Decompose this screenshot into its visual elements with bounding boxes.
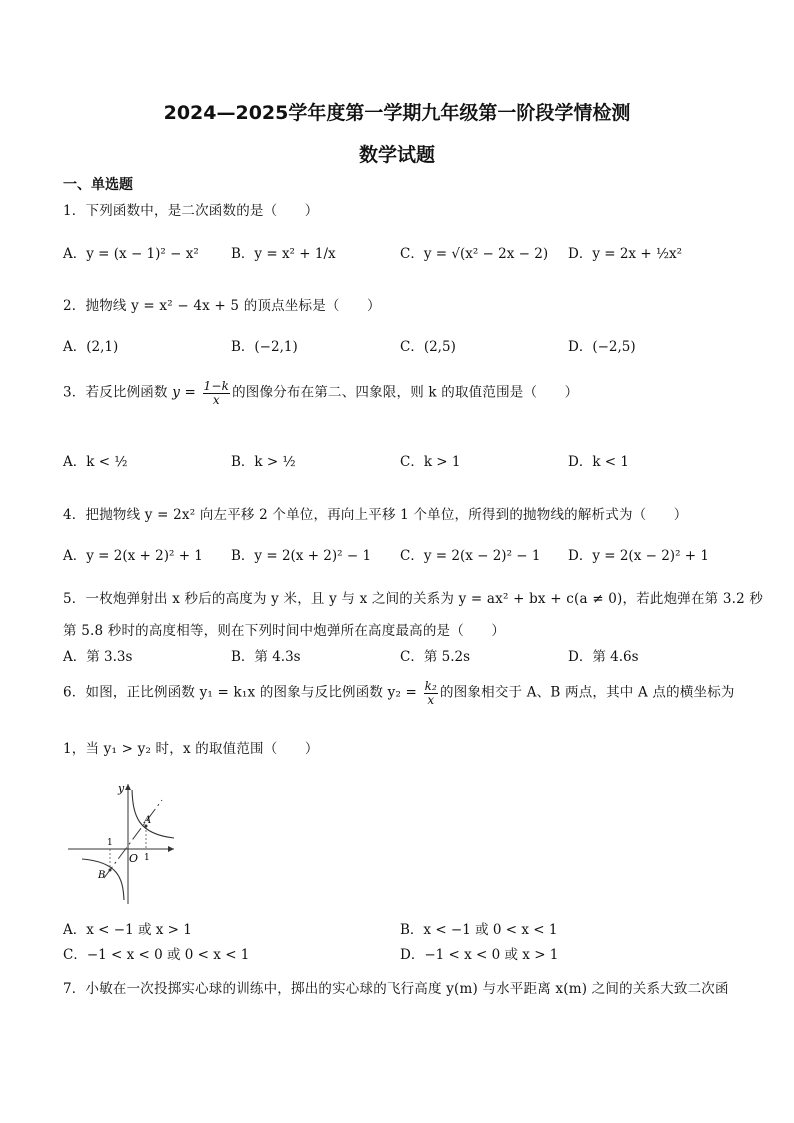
q6-fraction: $\frac{\text{k₂}}{x}$ xyxy=(424,679,438,707)
q2-option-b: B．(−2,1) xyxy=(231,339,298,355)
q3-option-d: D．k < 1 xyxy=(568,454,629,470)
point-b xyxy=(109,869,112,872)
page-subtitle: 数学试题 xyxy=(358,144,435,166)
q6-graph-figure xyxy=(66,778,178,906)
q1-option-a: A．y = (x − 1)² − x² xyxy=(63,246,199,262)
q5-option-b: B．第 4.3s xyxy=(231,649,301,665)
question-5-line-2: 第 5.8 秒时的高度相等，则在下列时间中炮弹所在高度最高的是（ ） xyxy=(63,623,506,639)
q3-fraction: $\frac{1-k}{x}$ xyxy=(203,379,230,407)
q4-option-a: A．y = 2(x + 2)² + 1 xyxy=(63,548,203,564)
q4-option-c: C．y = 2(x − 2)² − 1 xyxy=(400,548,541,564)
y-axis-arrow xyxy=(125,784,131,790)
origin-label: O xyxy=(129,852,139,865)
y-label: y xyxy=(118,782,125,795)
q5-option-d: D．第 4.6s xyxy=(568,649,639,665)
question-6-line-2: 1，当 y₁ > y₂ 时，x 的取值范围（ ） xyxy=(63,741,319,757)
q3-option-a: A．k < ½ xyxy=(63,454,128,470)
question-7: 7．小敏在一次投掷实心球的训练中，掷出的实心球的飞行高度 y(m) 与水平距离 x(m) 之间的关系大致二次函 xyxy=(63,981,729,997)
question-5-line-1: 5．一枚炮弹射出 x 秒后的高度为 y 米，且 y 与 x 之间的关系为 y = ax² + bx + c(a ≠ 0)，若此炮弹在第 3.2 秒 xyxy=(63,591,764,607)
tick-neg1-label: 1 xyxy=(107,838,113,848)
q2-option-a: A．(2,1) xyxy=(63,339,119,355)
question-4: 4．把抛物线 y = 2x² 向左平移 2 个单位，再向上平移 1 个单位，所得到的抛物线的解析式为（ ） xyxy=(63,507,688,523)
q6-option-b: B．x < −1 或 0 < x < 1 xyxy=(400,922,558,938)
question-6-line-1: 6．如图，正比例函数 y₁ = k₁x 的图象与反比例函数 y₂ = $\frac{\text{k₂}}{x}$ 的图象相交于 A、B 两点，其中 A 点的横坐标为 xyxy=(63,679,735,707)
section-heading: 一、单选题 xyxy=(63,177,133,193)
question-2: 2．抛物线 y = x² − 4x + 5 的顶点坐标是（ ） xyxy=(63,298,381,314)
q4-option-b: B．y = 2(x + 2)² − 1 xyxy=(231,548,372,564)
hyperbola-branch-1 xyxy=(132,790,174,838)
q5-option-c: C．第 5.2s xyxy=(400,649,471,665)
question-3: 3．若反比例函数 y = $\frac{1-k}{x}$ 的图像分布在第二、四象限，则 k 的取值范围是（ ） xyxy=(63,379,579,407)
q1-option-d: D．y = 2x + ½x² xyxy=(568,246,683,262)
a-label: A xyxy=(144,815,152,826)
q1-option-b: B．y = x² + 1/x xyxy=(231,246,336,262)
q2-option-d: D．(−2,5) xyxy=(568,339,636,355)
q1-option-c: C．y = √(x² − 2x − 2) xyxy=(400,246,549,262)
q6-option-d: D．−1 < x < 0 或 x > 1 xyxy=(400,947,559,963)
question-1: 1．下列函数中，是二次函数的是（ ） xyxy=(63,203,319,219)
page-title: 2024—2025学年度第一学期九年级第一阶段学情检测 xyxy=(163,102,631,124)
q4-option-d: D．y = 2(x − 2)² + 1 xyxy=(568,548,709,564)
q6-option-a: A．x < −1 或 x > 1 xyxy=(63,922,192,938)
q3-option-c: C．k > 1 xyxy=(400,454,461,470)
q6-option-c: C．−1 < x < 0 或 0 < x < 1 xyxy=(63,947,250,963)
x-axis-arrow xyxy=(168,846,174,852)
q5-option-a: A．第 3.3s xyxy=(63,649,133,665)
q3-option-b: B．k > ½ xyxy=(231,454,296,470)
q2-option-c: C．(2,5) xyxy=(400,339,456,355)
b-label: B xyxy=(98,870,106,881)
tick-1-label: 1 xyxy=(144,853,150,863)
